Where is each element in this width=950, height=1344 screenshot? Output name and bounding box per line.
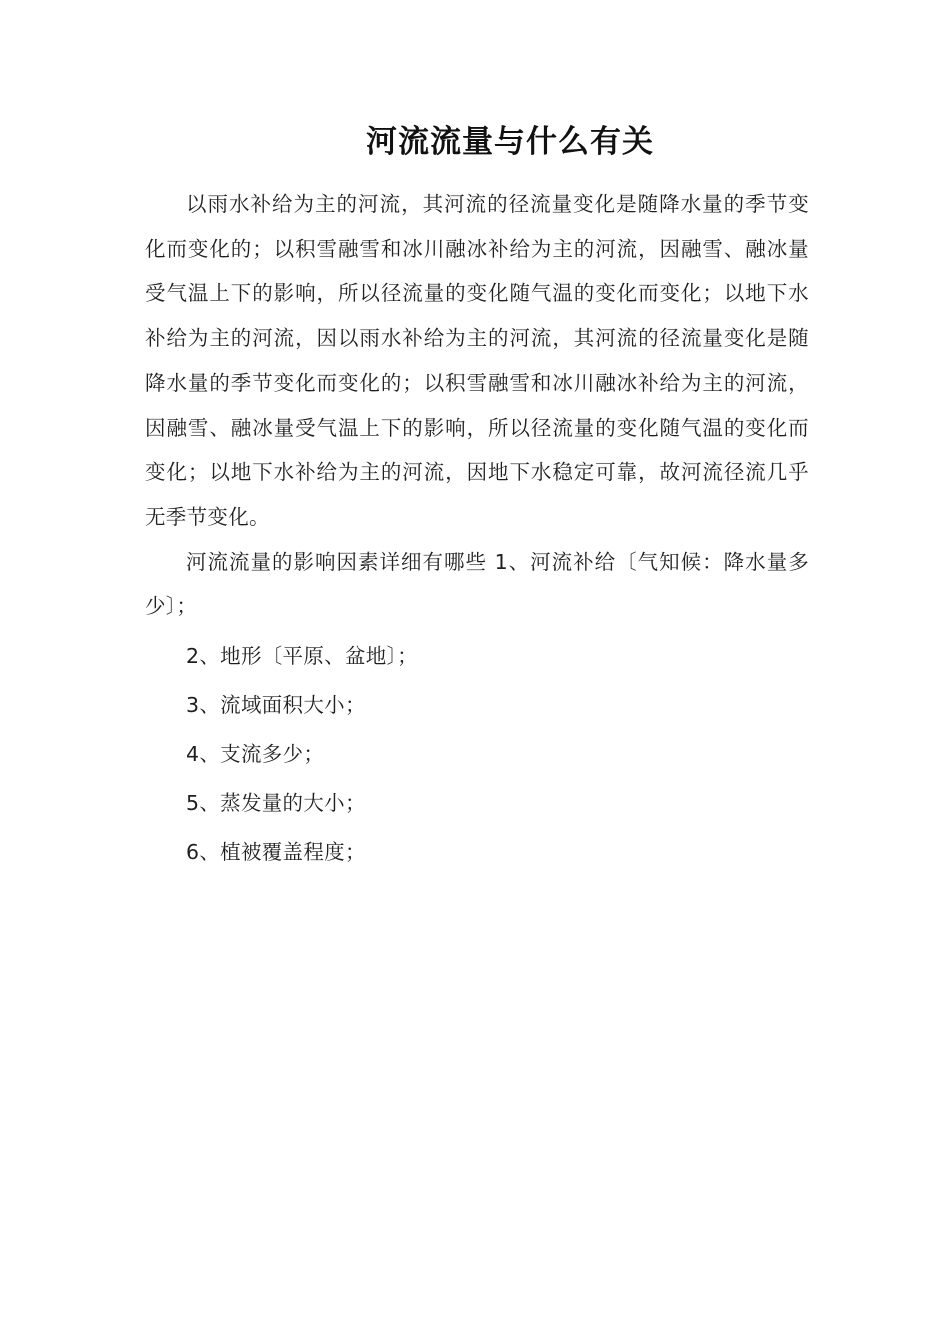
list-item-vegetation: 6、植被覆盖程度； (186, 840, 366, 865)
paragraph-influencing-factors: 河流流量的影响因素详细有哪些 1、河流补给〔气知候：降水量多少〕； (145, 549, 809, 619)
list-item-terrain: 2、地形〔平原、盆地〕； (186, 644, 418, 669)
document-title: 河流流量与什么有关 (366, 124, 654, 160)
document-body (145, 182, 809, 877)
list-item-evaporation: 5、蒸发量的大小； (186, 791, 366, 816)
list-item-basin-area: 3、流域面积大小； (186, 693, 366, 718)
paragraph-river-recharge: 以雨水补给为主的河流，其河流的径流量变化是随降水量的季节变化而变化的；以积雪融雪和冰川融冰补给为主的河流，因融雪、融冰量受气温上下的影响，所以径流量的变化随气温的变化而变化；以地下水补给为主的河流，因以雨水补给为主的河流，其河流的径流量变化是随降水量的季节变化而变化的；以积雪融雪和冰川融冰补给为主的河流，因融雪、融冰量受气温上下的影响，所以径流量的变化随气温的变化而变化；以地下水补给为主的河流，因地下水稳定可靠，故河流径流几乎无季节变化。 (145, 192, 809, 529)
list-item-tributaries: 4、支流多少； (186, 742, 325, 767)
